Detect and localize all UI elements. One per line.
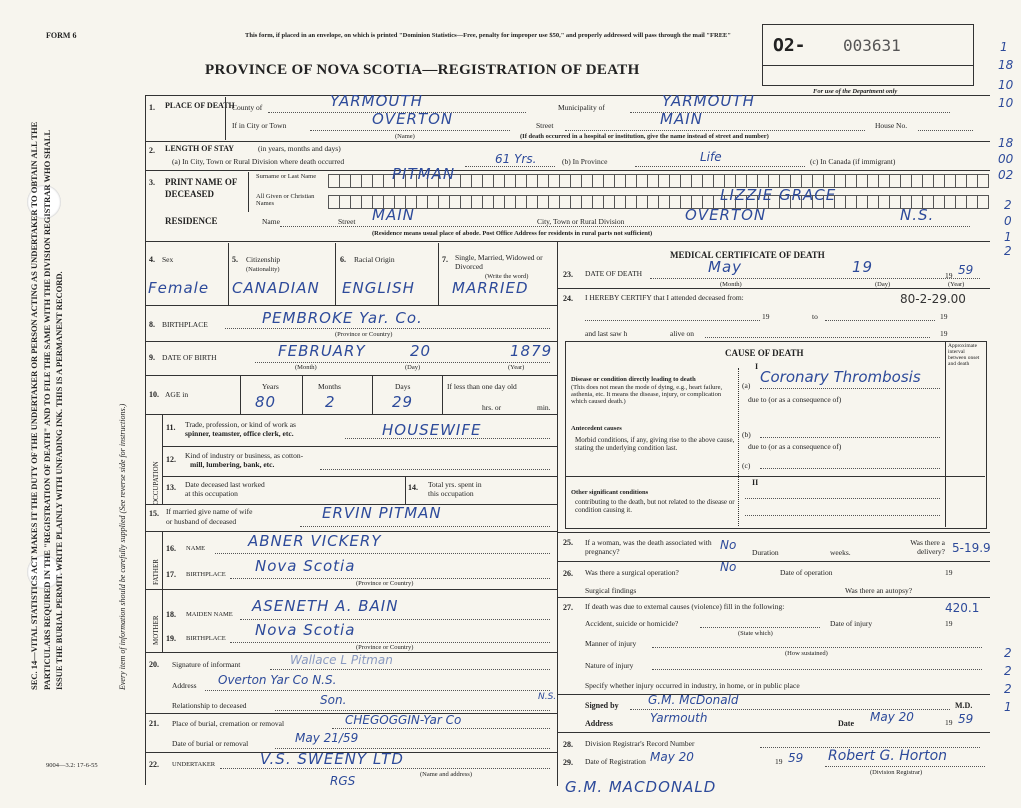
birthplace-label: BIRTHPLACE	[162, 320, 208, 329]
department-box	[762, 24, 974, 95]
father-name-value: ABNER VICKERY	[248, 532, 382, 550]
medical-certificate-title: MEDICAL CERTIFICATE OF DEATH	[670, 250, 825, 260]
father-name-label: NAME	[186, 545, 206, 552]
burial-place-label: Place of burial, cremation or removal	[172, 719, 285, 728]
margin-code: 0	[1004, 214, 1012, 228]
relationship-value: Son.	[320, 693, 347, 707]
letter-box	[450, 195, 461, 209]
date-of-death-day: 19	[852, 258, 874, 276]
letter-box	[439, 195, 450, 209]
burial-date-value: May 21/59	[295, 731, 359, 745]
letter-box	[879, 195, 890, 209]
mother-name-label: MAIDEN NAME	[186, 611, 233, 618]
margin-code: 10	[998, 96, 1014, 110]
letter-box	[934, 195, 945, 209]
pregnancy-label: If a woman, was the death associated with pregnancy?	[585, 538, 712, 556]
letter-box	[340, 195, 351, 209]
letter-box	[637, 174, 648, 188]
other-conditions-note: contributing to the death, but not related to the disease or condition causing it.	[575, 498, 735, 514]
registrar-signature: Robert G. Horton	[828, 748, 948, 764]
specify-label: Specify whether injury occurred in industry, in home, or in public place	[585, 681, 800, 690]
pregnancy-code: 5-19.9	[952, 541, 991, 555]
residence-name-label: Name	[262, 217, 280, 226]
letter-box	[582, 174, 593, 188]
residence-province-value: N.S.	[900, 206, 935, 224]
right-code: 2	[1004, 646, 1012, 660]
residence-city-label: City, Town or Rural Division	[537, 217, 625, 226]
total-years-label: Total yrs. spent in	[428, 480, 482, 489]
date-of-death-year: 59	[958, 263, 974, 277]
letter-box	[934, 174, 945, 188]
letter-box	[945, 195, 956, 209]
stay-city-value: 61 Yrs.	[495, 152, 537, 166]
footer-code: 9004—3.2: 17-6-55	[46, 762, 98, 769]
age-days-value: 29	[392, 393, 414, 411]
external-causes-label: If death was due to external causes (violence) fill in the following:	[585, 602, 785, 611]
duration-label: Duration	[752, 548, 779, 557]
letter-box	[593, 174, 604, 188]
place-of-death-label: PLACE OF DEATH	[165, 101, 235, 110]
letter-box	[538, 195, 549, 209]
street-label: Street	[536, 121, 554, 130]
spouse-sub: or husband of deceased	[166, 517, 237, 526]
undertaker-sub: (Name and address)	[420, 771, 472, 778]
surgery-value: No	[720, 560, 737, 574]
mother-birthplace-label: BIRTHPLACE	[186, 635, 226, 642]
age-years-label: Years	[262, 382, 279, 391]
undertaker-label: UNDERTAKER	[172, 761, 216, 768]
margin-code: 10	[998, 78, 1014, 92]
letter-box	[692, 174, 703, 188]
death-month-sub: (Month)	[720, 281, 742, 288]
other-conditions-label: Other significant conditions	[571, 489, 649, 496]
form-title: PROVINCE OF NOVA SCOTIA—REGISTRATION OF DEATH	[205, 62, 640, 78]
registration-date-label: Date of Registration	[585, 757, 646, 766]
margin-code: 18	[998, 136, 1014, 150]
letter-box	[967, 174, 978, 188]
letter-box	[538, 174, 549, 188]
injury-date-label: Date of injury	[830, 619, 873, 628]
letter-box	[978, 195, 989, 209]
letter-box	[637, 195, 648, 209]
letter-box	[560, 195, 571, 209]
father-side-label: FATHER	[152, 559, 160, 585]
letter-box	[681, 174, 692, 188]
surgical-findings-label: Surgical findings	[585, 586, 637, 595]
interval-header: Approximate interval between onset and death	[948, 343, 980, 367]
name-caption: (Name)	[395, 133, 415, 140]
md-label: M.D.	[955, 701, 973, 710]
dob-month-value: FEBRUARY	[278, 342, 366, 360]
letter-box	[461, 174, 472, 188]
letter-box	[571, 195, 582, 209]
letter-box	[703, 174, 714, 188]
registration-year: 59	[788, 751, 804, 765]
letter-box	[428, 195, 439, 209]
registration-date-value: May 20	[650, 750, 694, 764]
section-ii-marker: II	[752, 478, 759, 487]
margin-code: 18	[998, 58, 1014, 72]
letter-box	[978, 174, 989, 188]
operation-date-label: Date of operation	[780, 568, 833, 577]
cause-c-marker: (c)	[742, 461, 751, 470]
letter-box	[615, 174, 626, 188]
hrs-label: hrs. or	[482, 403, 502, 412]
letter-box	[956, 195, 967, 209]
due-to-a: due to (or as a consequence of)	[748, 395, 842, 404]
alive-on-label: alive on	[670, 329, 694, 338]
letter-box	[648, 174, 659, 188]
disease-label: Disease or condition directly leading to death	[571, 376, 696, 383]
letter-box	[351, 174, 362, 188]
date-of-death-label: DATE OF DEATH	[585, 269, 643, 278]
mother-name-value: ASENETH A. BAIN	[252, 597, 399, 615]
alive-year-prefix: 19	[940, 329, 948, 338]
mother-birthplace-sub: (Province or Country)	[356, 644, 414, 651]
due-to-b: due to (or as a consequence of)	[748, 442, 842, 451]
undertaker-initials: RGS	[330, 774, 356, 788]
mother-side-label: MOTHER	[152, 615, 160, 645]
print-name-label: PRINT NAME OF DECEASED	[165, 177, 237, 199]
sex-value: Female	[148, 279, 210, 297]
antecedent-label: Antecedent causes	[571, 425, 622, 432]
undertaker-value: V.S. SWEENY LTD	[260, 750, 404, 768]
length-of-stay-label: LENGTH OF STAY	[165, 144, 235, 153]
letter-box	[890, 174, 901, 188]
informant-signature-label: Signature of informant	[172, 660, 241, 669]
municipality-label: Municipality of	[558, 103, 605, 112]
instructions-note: Every item of information should be carefully supplied (See reverse side for instructions.)	[118, 403, 127, 690]
stay-province-value: Life	[700, 150, 722, 164]
letter-box	[560, 174, 571, 188]
letter-box	[527, 174, 538, 188]
letter-box	[857, 195, 868, 209]
racial-origin-value: ENGLISH	[342, 279, 415, 297]
dept-prefix: O2-	[773, 35, 806, 56]
letter-box	[659, 195, 670, 209]
death-registration-form: FORM 6 This form, if placed in an envelope, on which is printed "Dominion Statistics—Free, penalty for improper use $50," and properly addressed will pass through the mail "FREE" PROVINCE OF NOVA SCOTIA—REGISTRATION OF DEATH O2- 003631 For use of the Department only 1 18 10 10 18 00 02 2 0 1 2 SEC. 14—VITAL STATISTICS ACT MAKES IT THE DUTY OF THE UNDERTAKER OR PERSON ACTING AS UNDERTAKER TO OBTAIN ALL THE PARTICULARS REQUIRED IN THE "REGISTRATION OF DEATH" AND TO FILE THE SAME WITH THE DIVISION REGISTRAR WHO SHALL ISSUE THE BURIAL PERMIT. WRITE PLAINLY WITH UNFADING INK. THIS IS A PERMANENT RECORD. Every item of information should be carefully supplied (See reverse side for instructions.) 9004—3.2: 17-6-55 1. PLACE OF DEATH County of YARMOUTH Municipality of YARMOUTH If in City or Town OVERTON (Name) Street MAIN House No. (If death occurred in a hospital or institution, give the name instead of street and number) 2. LENGTH OF STAY (in years, months and days) (a) In City, Town or Rural Division where death occurred 61 Yrs. (b) In Province Life (c) In Canada (if immigrant) 3. PRINT NAME OF DECEASED Surname or Last Name PITMAN All Given or Christian Names LIZZIE GRACE RESIDENCE Name Street MAIN City, Town or Rural Division OVERTON N.S. (Residence means usual place of abode. Post Office Address for residents in rural parts not sufficient) 4. Sex 5. Citizenship (Nationality) 6. Racial Origin 7. Single, Married, Widowed or Divorced (Write the word) Female CANADIAN ENGLISH MARRIED 8. BIRTHPLACE PEMBROKE Yar. Co. (Province or Country) 9. DATE OF BIRTH FEBRUARY 20 1879 (Month) (Day) (Year) 10. AGE in Years 80 Months 2 Days 29 If less than one day old hrs. or min. OCCUPATION 11. Trade, profession, or kind of work as spinner, teamster, office clerk, etc. HOUSEWIFE 12. Kind of industry or business, as cotton- mill, lumbering, bank, etc. 13. Date deceased last worked at this occupation 14. Total yrs. spent in this occupation 15. If married give name of wife or husband of deceased ERVIN PITMAN FATHER 16. NAME ABNER VICKERY 17. BIRTHPLACE Nova Scotia (Province or Country) MOTHER 18. MAIDEN NAME ASENETH A. BAIN 19. BIRTHPLACE Nova Scotia (Province or Country) 20. Signature of informant Wallace L Pitman Address Overton Yar Co N.S. Relationship to deceased Son. N.S. 21. Place of burial, cremation or removal CHEGOGGIN-Yar Co Date of burial or removal May 21/59 22. UNDERTAKER V.S. SWEENY LTD (Name and address) RGS MEDICAL CERTIFICATE OF DEATH 23. DATE OF DEATH May 19 19 59 (Month) (Day) (Year) 24. I HEREBY CERTIFY that I attended deceased from: 80-2-29.00 19 to 19 and last saw h alive on 19 CAUSE OF DEATH Approximate interval between onset and death I Disease or condition directly leading to death (This does not mean the mode of dying, e.g., heart failure, asthenia, etc. It means the disease, injury, or complication which caused death.) (a) Coronary Thrombosis due to (or as a consequence of) Antecedent causes Morbid conditions, if any, giving rise to the above cause, stating the underlying condition last. (b) due to (or as a consequence of) (c) II Other significant conditions contributing to the death, but not related to the disease or condition causing it. 25. If a woman, was the death associated with pregnancy? No Duration weeks. Was there a delivery? 5-19.9 26. Was there a surgical operation? No Date of operation 19 Surgical findings Was there an autopsy? 27. If death was due to external causes (violence) fill in the following: 420.1 Accident, suicide or homicide? (State which) Date of injury 19 Manner of injury (How sustained) Nature of injury Specify whether injury occurred in industry, in home, or in public place Signed by G.M. McDonald M.D. Address Yarmouth Date May 20 19 59 28. Division Registrar's Record Number 29. Date of Registration May 20 19 59 Robert G. Horton (Division Registrar) G.M. MACDONALD 2 2 2 1	[0, 0, 1021, 808]
date-of-death-month: May	[708, 258, 743, 276]
dob-label: DATE OF BIRTH	[162, 353, 217, 362]
marital-value: MARRIED	[452, 279, 529, 297]
signature-year: 59	[958, 712, 974, 726]
occupation-side-label: OCCUPATION	[152, 461, 160, 505]
marital-sub: (Write the word)	[485, 273, 529, 280]
letter-box	[527, 195, 538, 209]
age-months-label: Months	[318, 382, 341, 391]
letter-box	[835, 174, 846, 188]
letter-box	[516, 174, 527, 188]
disease-note: (This does not mean the mode of dying, e.g., heart failure, asthenia, etc. It means the disease, injury, or complication which caused death.)	[571, 384, 723, 405]
letter-box	[868, 174, 879, 188]
accident-label: Accident, suicide or homicide?	[585, 619, 679, 628]
cause-a-marker: (a)	[742, 381, 751, 390]
letter-box	[659, 174, 670, 188]
citizenship-label: Citizenship	[246, 255, 281, 264]
stay-province-label: (b) In Province	[562, 157, 608, 166]
section-i-marker: I	[755, 362, 759, 371]
age-months-value: 2	[325, 393, 336, 411]
city-label: If in City or Town	[232, 121, 287, 130]
hospital-note: (If death occurred in a hospital or institution, give the name instead of street and number)	[520, 133, 769, 140]
manner-label: Manner of injury	[585, 639, 637, 648]
letter-box	[472, 195, 483, 209]
letter-box	[483, 174, 494, 188]
informant-annotation: N.S.	[538, 692, 557, 702]
letter-box	[868, 195, 879, 209]
citizenship-value: CANADIAN	[232, 279, 320, 297]
stay-city-label: (a) In City, Town or Rural Division where death occurred	[172, 157, 345, 166]
letter-box	[340, 174, 351, 188]
signed-by-label: Signed by	[585, 701, 619, 710]
last-worked-label: Date deceased last worked	[185, 480, 265, 489]
to-year-prefix: 19	[940, 312, 948, 321]
letter-box	[505, 195, 516, 209]
relationship-label: Relationship to deceased	[172, 701, 247, 710]
form-label: FORM 6	[46, 31, 77, 40]
spouse-value: ERVIN PITMAN	[322, 504, 442, 522]
letter-box	[505, 174, 516, 188]
residence-street-value: MAIN	[372, 206, 415, 224]
city-value: OVERTON	[372, 110, 454, 128]
letter-box	[472, 174, 483, 188]
trade-sub: spinner, teamster, office clerk, etc.	[185, 429, 294, 438]
age-days-label: Days	[395, 382, 411, 391]
letter-box	[923, 174, 934, 188]
letter-box	[670, 195, 681, 209]
to-label: to	[812, 312, 818, 321]
residence-city-value: OVERTON	[685, 206, 767, 224]
margin-code: 2	[1004, 198, 1012, 212]
registrar-sub: (Division Registrar)	[870, 769, 923, 776]
letter-box	[494, 195, 505, 209]
father-birthplace-sub: (Province or Country)	[356, 580, 414, 587]
county-value: YARMOUTH	[330, 92, 423, 110]
right-code: 1	[1004, 700, 1012, 714]
residence-note: (Residence means usual place of abode. Post Office Address for residents in rural parts not sufficient)	[372, 230, 653, 237]
letter-box	[945, 174, 956, 188]
cause-of-death-title: CAUSE OF DEATH	[725, 348, 804, 358]
letter-box	[593, 195, 604, 209]
autopsy-label: Was there an autopsy?	[845, 586, 913, 595]
delivery-label: Was there a delivery?	[910, 538, 945, 556]
state-which-sub: (State which)	[738, 630, 773, 637]
county-label: County of	[232, 103, 263, 112]
letter-box	[362, 174, 373, 188]
letter-box	[967, 195, 978, 209]
registration-year-prefix: 19	[775, 757, 783, 766]
marital-label: Single, Married, Widowed or Divorced	[455, 253, 543, 271]
last-saw-label: and last saw h	[585, 329, 628, 338]
burial-date-label: Date of burial or removal	[172, 739, 249, 748]
surgery-label: Was there a surgical operation?	[585, 568, 679, 577]
municipality-value: YARMOUTH	[662, 92, 755, 110]
trade-label: Trade, profession, or kind of work as	[185, 420, 296, 429]
stay-canada-label: (c) In Canada (if immigrant)	[810, 157, 896, 166]
envelope-notice: This form, if placed in an envelope, on which is printed "Dominion Statistics—Free, penalty for improper use $50," and properly addressed will pass through the mail "FREE"	[245, 32, 731, 39]
informant-address-value: Overton Yar Co N.S.	[218, 673, 337, 687]
certify-label: I HEREBY CERTIFY that I attended deceased from:	[585, 293, 744, 302]
signature-date-label: Date	[838, 719, 854, 728]
letter-box	[901, 174, 912, 188]
letter-box	[571, 174, 582, 188]
margin-code: 2	[1004, 244, 1012, 258]
margin-code: 1	[1000, 40, 1008, 54]
from-year-prefix: 19	[762, 312, 770, 321]
cause-b-marker: (b)	[742, 430, 751, 439]
birthplace-sub: (Province or Country)	[335, 331, 393, 338]
letter-box	[351, 195, 362, 209]
birthplace-value: PEMBROKE Yar. Co.	[262, 309, 423, 327]
letter-box	[615, 195, 626, 209]
right-code: 2	[1004, 664, 1012, 678]
dept-number: 003631	[843, 36, 901, 55]
letter-box	[604, 174, 615, 188]
total-years-sub: this occupation	[428, 489, 474, 498]
morbid-label: Morbid conditions, if any, giving rise to the above cause, stating the underlying condition last.	[575, 436, 735, 452]
letter-box	[549, 195, 560, 209]
record-number-label: Division Registrar's Record Number	[585, 739, 695, 748]
street-value: MAIN	[660, 110, 703, 128]
letter-box	[328, 195, 340, 209]
letter-box	[328, 174, 340, 188]
external-code: 420.1	[945, 601, 980, 615]
letter-box	[604, 195, 615, 209]
father-birthplace-value: Nova Scotia	[255, 557, 356, 575]
letter-box	[417, 195, 428, 209]
letter-box	[626, 174, 637, 188]
letter-box	[846, 174, 857, 188]
physician-address-value: Yarmouth	[650, 711, 708, 725]
given-names-value: LIZZIE GRACE	[720, 186, 837, 204]
racial-origin-label: Racial Origin	[354, 255, 395, 264]
certify-code: 80-2-29.00	[900, 292, 966, 306]
letter-box	[483, 195, 494, 209]
given-names-boxes	[328, 195, 989, 209]
letter-box	[857, 174, 868, 188]
surname-label: Surname or Last Name	[256, 173, 317, 180]
operation-year-prefix: 19	[945, 568, 953, 577]
dept-caption: For use of the Department only	[813, 88, 898, 95]
death-day-sub: (Day)	[875, 281, 891, 288]
dob-year-value: 1879	[510, 342, 553, 360]
bottom-name: G.M. MACDONALD	[565, 778, 717, 796]
letter-box	[912, 174, 923, 188]
letter-box	[626, 195, 637, 209]
industry-label: Kind of industry or business, as cotton-	[185, 451, 304, 460]
vital-statistics-notice: SEC. 14—VITAL STATISTICS ACT MAKES IT THE DUTY OF THE UNDERTAKER OR PERSON ACTING AS UNDERTAKER TO OBTAIN ALL THE PARTICULARS REQUIRED IN THE "REGISTRATION OF DEATH" AND TO FILE THE SAME WITH THE DIVISION REGISTRAR WHO SHALL ISSUE THE BURIAL PERMIT. WRITE PLAINLY WITH UNFADING INK. THIS IS A PERMANENT RECORD.	[29, 121, 64, 690]
letter-box	[494, 174, 505, 188]
letter-box	[516, 195, 527, 209]
margin-code: 1	[1004, 230, 1012, 244]
dob-day-sub: (Day)	[405, 364, 421, 371]
less-than-day-label: If less than one day old	[447, 382, 517, 391]
signed-by-value: G.M. McDonald	[648, 693, 739, 707]
house-label: House No.	[875, 121, 908, 130]
letter-box	[846, 195, 857, 209]
trade-value: HOUSEWIFE	[382, 421, 482, 439]
length-of-stay-sub: (in years, months and days)	[258, 144, 341, 153]
age-label: AGE in	[165, 390, 189, 399]
letter-box	[879, 174, 890, 188]
pregnancy-value: No	[720, 538, 737, 552]
signature-date-value: May 20	[870, 710, 914, 724]
informant-address-label: Address	[172, 681, 197, 690]
residence-label: RESIDENCE	[165, 216, 218, 226]
sex-label: Sex	[162, 255, 174, 264]
right-code: 2	[1004, 682, 1012, 696]
date-of-death-year-prefix: 19	[945, 271, 953, 280]
margin-code: 00	[998, 152, 1014, 166]
letter-box	[373, 174, 384, 188]
last-worked-sub: at this occupation	[185, 489, 238, 498]
death-year-sub: (Year)	[948, 281, 965, 288]
dob-month-sub: (Month)	[295, 364, 317, 371]
age-years-value: 80	[255, 393, 277, 411]
letter-box	[461, 195, 472, 209]
father-birthplace-label: BIRTHPLACE	[186, 571, 226, 578]
letter-box	[670, 174, 681, 188]
margin-code: 02	[998, 168, 1014, 182]
dob-year-sub: (Year)	[508, 364, 525, 371]
signature-year-prefix: 19	[945, 718, 953, 727]
physician-address-label: Address	[585, 719, 613, 728]
residence-street-label: Street	[338, 217, 356, 226]
spouse-label: If married give name of wife	[166, 507, 253, 516]
letter-box	[582, 195, 593, 209]
injury-year-prefix: 19	[945, 619, 953, 628]
burial-place-value: CHEGOGGIN-Yar Co	[345, 713, 462, 727]
min-label: min.	[537, 403, 551, 412]
citizenship-sub: (Nationality)	[246, 266, 280, 273]
cause-a-value: Coronary Thrombosis	[760, 368, 921, 386]
letter-box	[956, 174, 967, 188]
nature-label: Nature of injury	[585, 661, 634, 670]
informant-signature-value: Wallace L Pitman	[290, 653, 393, 667]
weeks-label: weeks.	[830, 548, 851, 557]
mother-birthplace-value: Nova Scotia	[255, 621, 356, 639]
how-sustained-sub: (How sustained)	[785, 650, 828, 657]
given-names-label: All Given or Christian Names	[256, 193, 315, 207]
dob-day-value: 20	[410, 342, 432, 360]
letter-box	[549, 174, 560, 188]
letter-box	[835, 195, 846, 209]
surname-value: PITMAN	[392, 165, 456, 183]
industry-sub: mill, lumbering, bank, etc.	[190, 460, 275, 469]
letter-box	[648, 195, 659, 209]
